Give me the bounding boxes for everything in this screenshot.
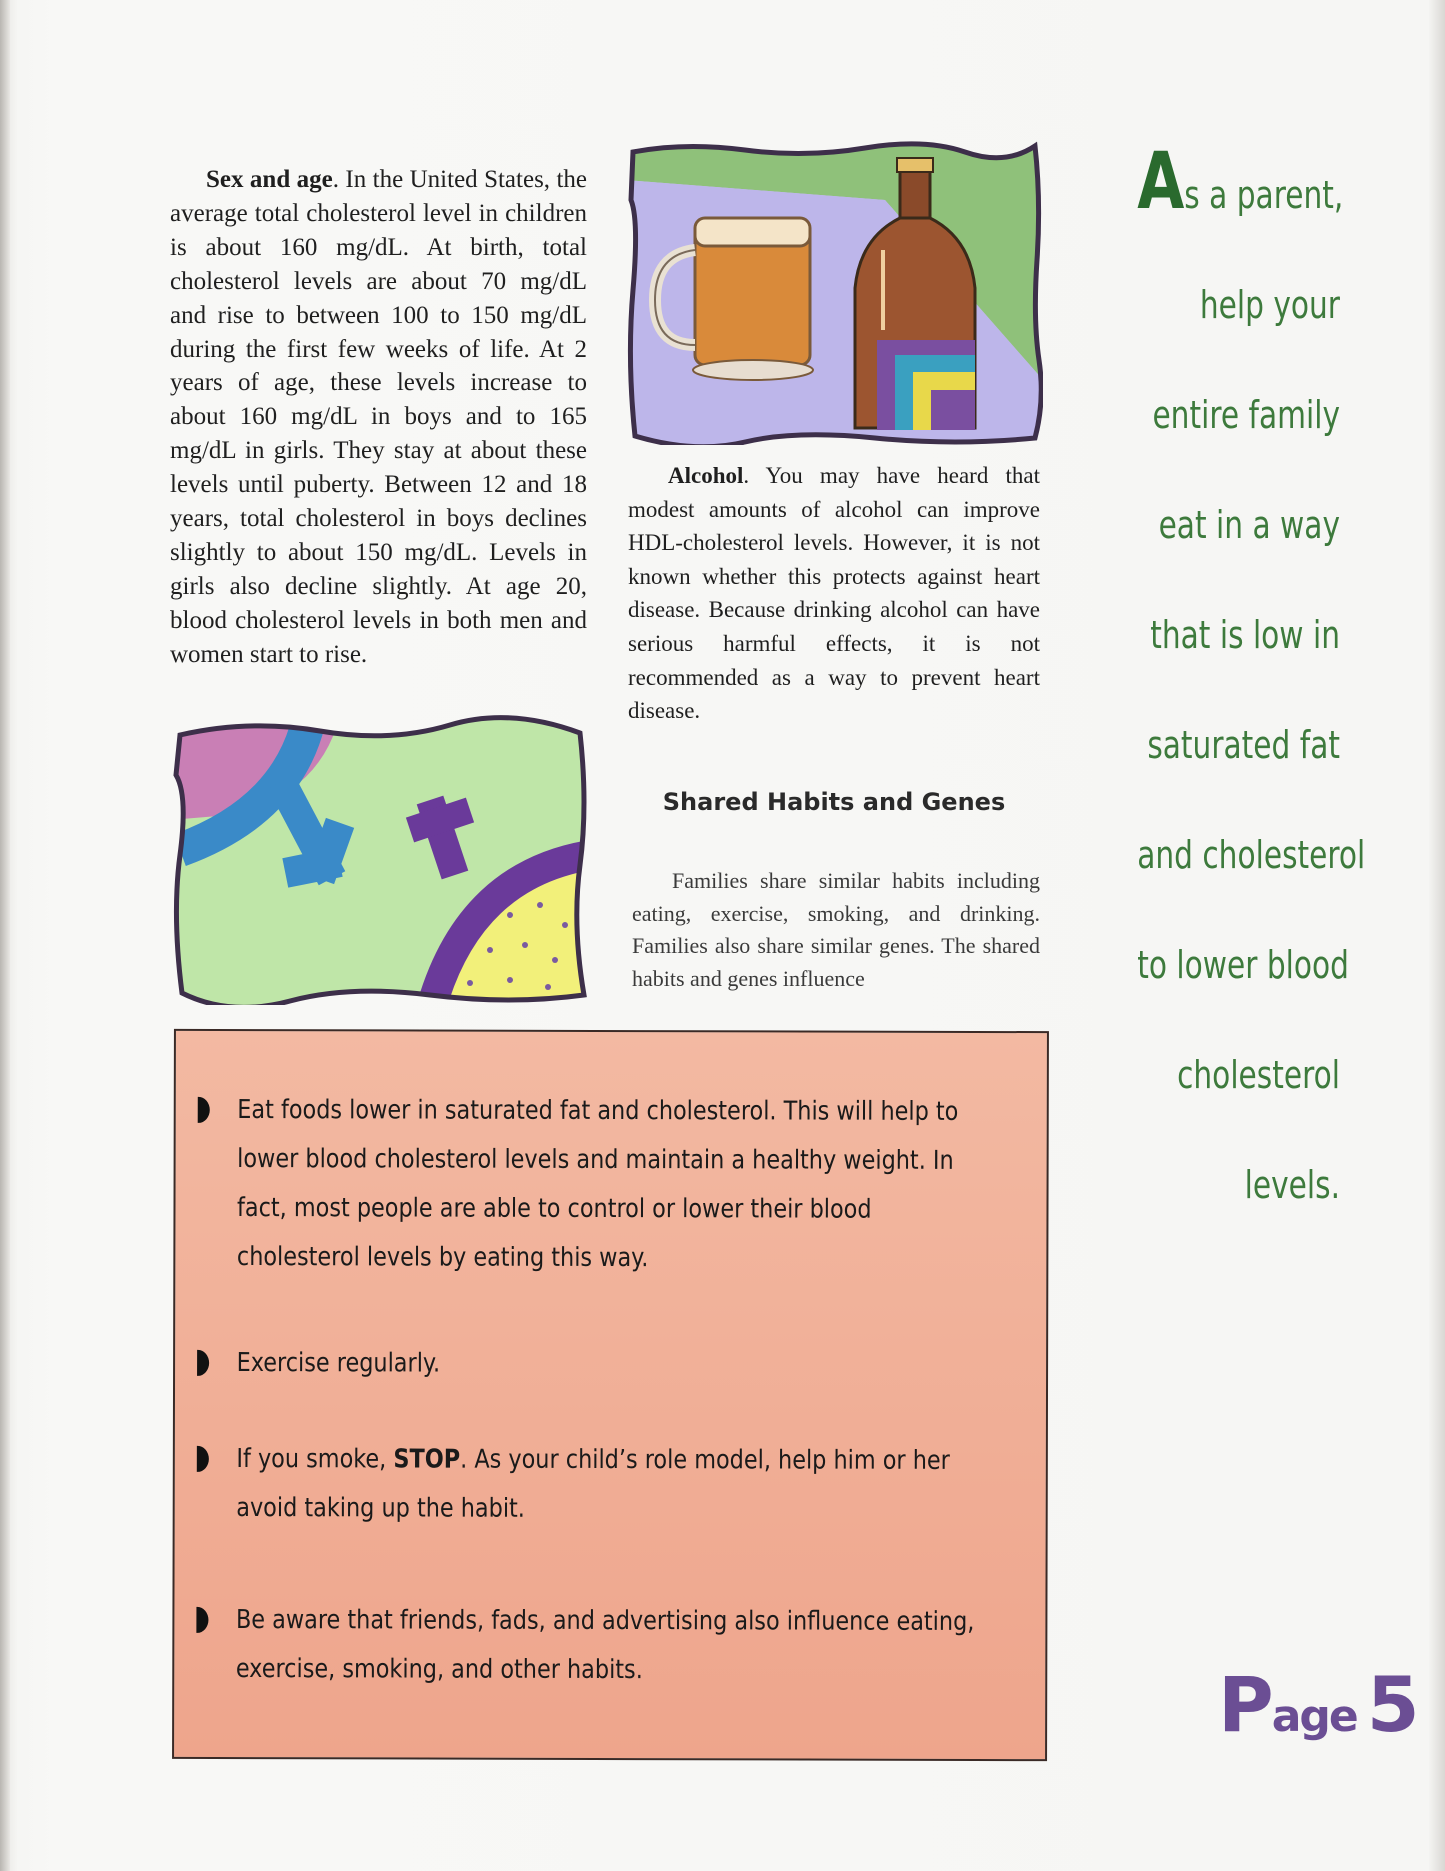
sex-and-age-paragraph: Sex and age. In the United States, the average total cholesterol level in children is about 160 mg/dL. At birth, total cholesterol levels are about 70 mg/dL and rise to between 100 to 150 mg/dL during the first few weeks of life. At 2 years of age, these levels increase to about 160 mg/dL in boys and to 165 mg/dL in girls. They stay at about these levels until puberty. Between 12 and 18 years, total cholesterol in boys declines slightly to about 150 mg/dL. Levels in girls also decline slightly. At age 20, blood cholesterol levels in both men and women start to rise.: [170, 166, 588, 668]
quote-line: entire family: [1152, 393, 1340, 437]
tip-text: Eat foods lower in saturated fat and cholesterol. This will help to lower blood cholesterol levels and maintain a healthy weight. In fact, most people are able to control or lower their blood cholesterol levels by eating this way.: [236, 1095, 959, 1274]
quote-first-rest: s a parent,: [1184, 173, 1344, 217]
families-paragraph: Families share similar habits including eating, exercise, smoking, and drinking. Families also share similar genes. The shared habits and genes influence: [632, 868, 1040, 991]
page-number: [1218, 1660, 1420, 1749]
tip-text-post: . As your child’s role model, help him or her avoid taking up the habit.: [236, 1444, 950, 1524]
quote-line: eat in a way: [1158, 503, 1340, 547]
shared-habits-heading: Shared Habits and Genes: [662, 788, 1006, 816]
tip-item: [197, 1435, 950, 1535]
sex-and-age-lead: Sex and age: [206, 166, 333, 193]
sex-and-age-body: In the United States, the average total cholesterol level in children is about 160 mg/dL. At birth, total cholesterol levels are about 70 mg/dL and rise to between 100 to 150 mg/dL during the first few weeks of life. At 2 years of age, these levels increase to about 160 mg/dL in boys and to 165 mg/dL in girls. They stay at about these levels until puberty. Between 12 and 18 years, total cholesterol in boys declines slightly to about 150 mg/dL. Levels in girls also decline slightly. At age 20, blood cholesterol levels in both men and women start to rise.: [170, 166, 588, 668]
gender-symbols-illustration: [170, 715, 590, 1005]
quote-line: cholesterol: [1177, 1053, 1340, 1097]
quote-line: [1137, 137, 1344, 250]
tip-text-pre: If you smoke,: [236, 1444, 394, 1475]
alcohol-paragraph: Alcohol. You may have heard that modest amounts of alcohol can improve HDL-cholesterol levels. However, it is not known whether this protects against heart disease. Because drinking alcohol can have serious harmful effects, it is not recommended as a way to prevent heart disease.: [628, 463, 1040, 724]
side-pull-quote: [1080, 137, 1366, 1240]
quote-line: help your: [1199, 283, 1340, 327]
drop-cap: A: [1137, 137, 1185, 227]
stop-emphasis: STOP: [393, 1444, 461, 1475]
quote-line: to lower blood: [1137, 943, 1349, 987]
quote-line: levels.: [1244, 1163, 1340, 1207]
bullet-icon: [197, 1350, 209, 1376]
page-number-value: 5: [1366, 1660, 1420, 1749]
bullet-icon: [198, 1097, 210, 1123]
tip-text: [236, 1435, 984, 1535]
tip-text: Exercise regularly.: [236, 1348, 441, 1379]
bullet-icon: [196, 1607, 208, 1633]
tip-item: [196, 1596, 975, 1696]
tip-text: Be aware that friends, fads, and advertising also influence eating, exercise, smoking, and other habits.: [235, 1605, 975, 1686]
page-word-rest: age: [1271, 1691, 1357, 1742]
quote-line: saturated fat: [1147, 723, 1340, 767]
beer-mug-and-bottle-illustration: [625, 140, 1043, 445]
page-word: [1218, 1660, 1357, 1749]
tips-box: [172, 1029, 1049, 1761]
bullet-icon: [197, 1446, 209, 1472]
alcohol-body: You may have heard that modest amounts of alcohol can improve HDL-cholesterol levels. However, it is not known whether this protects against heart disease. Because drinking alcohol can have serious harmful effects, it is not recommended as a way to prevent heart disease.: [628, 463, 1040, 724]
alcohol-lead: Alcohol: [668, 463, 744, 488]
tip-item: [197, 1339, 885, 1390]
quote-line: and cholesterol: [1137, 833, 1366, 877]
quote-line: that is low in: [1150, 613, 1340, 657]
tip-item: [197, 1086, 959, 1284]
page-word-cap: P: [1218, 1660, 1272, 1749]
